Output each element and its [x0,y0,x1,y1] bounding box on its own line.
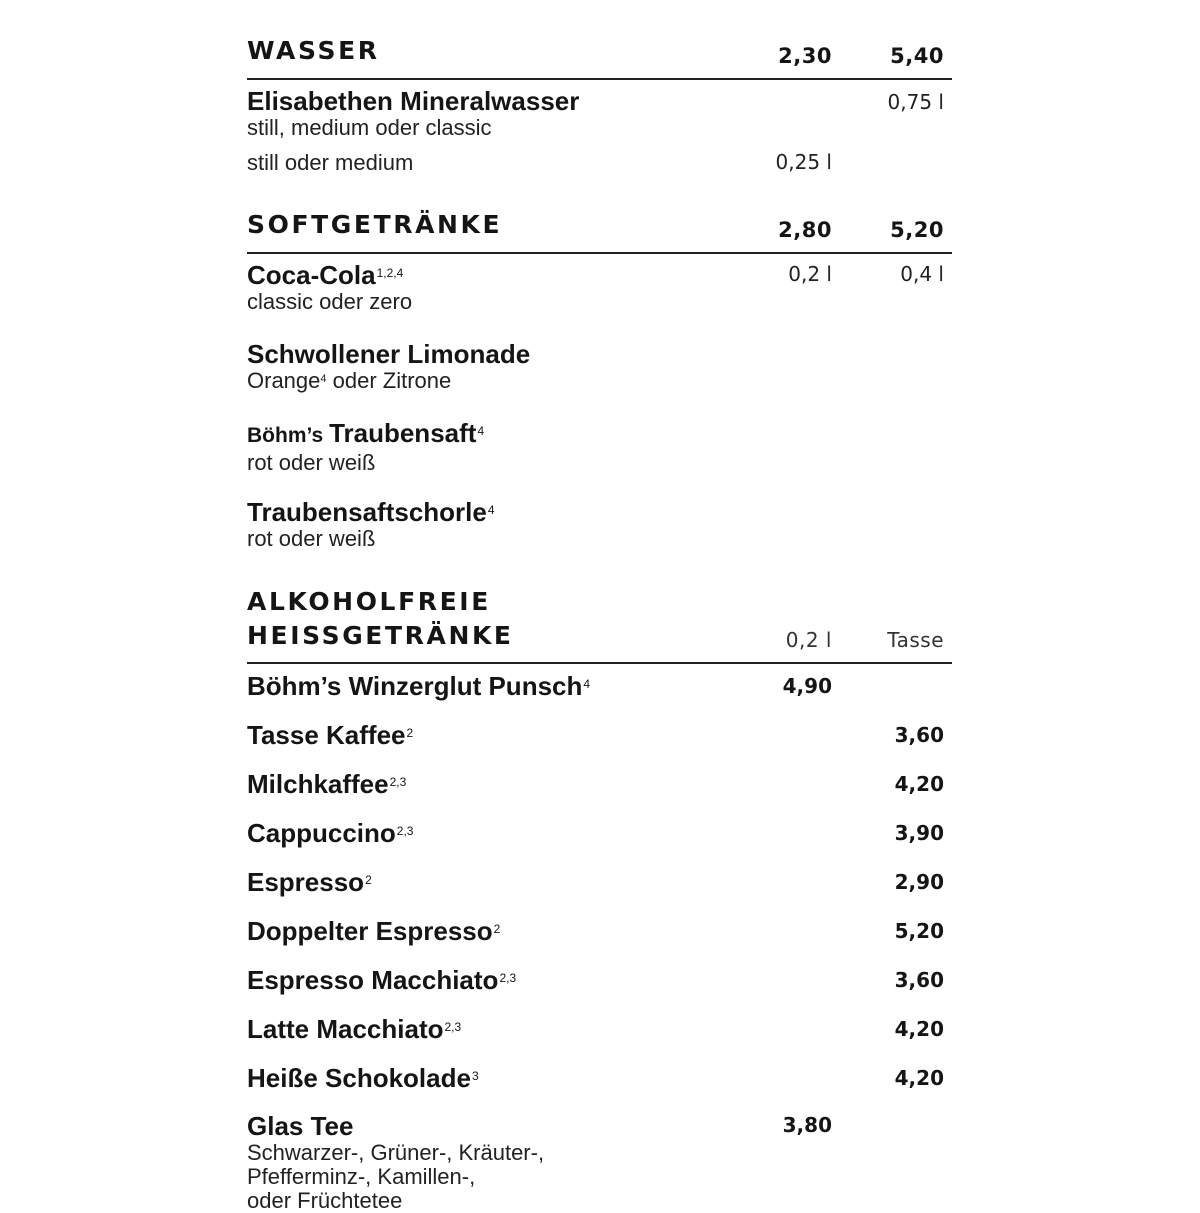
item-name [247,867,952,897]
menu-item-cappuccino [247,818,952,848]
price-b: 4,20 [894,772,944,796]
additive-marker: 2 [406,726,414,740]
item-name-text: Espresso [247,867,365,897]
item-name-text: Coca-Cola [247,260,376,290]
desc-text: oder Zitrone [326,368,452,393]
menu-item-milchkaffee [247,769,952,799]
additive-marker: 2 [493,922,501,936]
item-description: still, medium oder classic [247,115,492,140]
menu-item-latte-macchiato [247,1014,952,1044]
item-name-text: Espresso Macchiato [247,965,499,995]
section-title: SOFTGETRÄNKE [247,210,503,239]
item-name [247,418,952,451]
item-name [247,769,952,799]
price-b: 3,60 [894,968,944,992]
menu-item-heisse-schokolade [247,1063,952,1093]
item-name: Elisabethen Mineralwasser [247,86,580,116]
item-name [247,1063,952,1093]
additive-marker: 2,3 [396,824,414,838]
desc-text: Orange [247,368,321,393]
item-name: Schwollener Limonade [247,339,531,369]
additive-marker: 2,3 [499,971,517,985]
item-brand: Böhm’s [247,424,330,447]
price-b: 4,20 [894,1017,944,1041]
menu-item-punsch [247,671,952,701]
item-description-line2: Pfefferminz-, Kamillen-, [247,1164,476,1189]
item-description: still oder medium [247,150,414,175]
additive-marker: 2,3 [444,1020,462,1034]
item-description: rot oder weiß [247,526,376,551]
additive-marker: 2,3 [389,775,407,789]
section-title-line1: ALKOHOLFREIE [247,587,491,616]
section-title: WASSER [247,36,380,65]
section-header-wasser [247,34,952,80]
menu-item-mineralwasser [247,86,952,140]
price-b: 2,90 [894,870,944,894]
menu-item-tasse-kaffee [247,720,952,750]
item-description-line1: Schwarzer-, Grüner-, Kräuter-, [247,1140,545,1165]
price-col-b: 5,20 [890,218,944,242]
size-label-b: 0,4 l [900,262,944,286]
size-col-a: 0,2 l [785,628,832,652]
menu-item-coca-cola [247,260,952,314]
additive-marker: 4 [583,677,591,691]
price-b: 3,90 [894,821,944,845]
item-name-text: Doppelter Espresso [247,916,493,946]
item-name [247,818,952,848]
item-description: classic oder zero [247,289,413,314]
section-header-heissgetraenke [247,585,952,664]
additive-marker: 2 [365,873,372,887]
item-name-text: Latte Macchiato [247,1014,444,1044]
item-name [247,671,952,701]
menu-item-traubensaft [247,418,952,475]
menu-item-doppelter-espresso [247,916,952,946]
item-name-text: Heiße Schokolade [247,1063,471,1093]
additive-marker: 4 [487,503,495,517]
item-description-line3: oder Früchtetee [247,1188,403,1213]
item-name [247,720,952,750]
section-title-line2: HEISSGETRÄNKE [247,621,514,650]
price-b: 5,20 [894,919,944,943]
item-name [247,916,952,946]
item-name-text: Tasse Kaffee [247,720,406,750]
section-header-softgetraenke [247,208,952,254]
size-label: 0,25 l [775,150,832,174]
price-col-a: 2,30 [778,44,832,68]
menu-item-glas-tee [247,1111,952,1213]
menu-item-mineralwasser-small [247,150,952,176]
item-description [247,369,952,393]
item-name-text: Milchkaffee [247,769,389,799]
price-a: 4,90 [782,674,832,698]
item-name-text: Traubensaft [329,418,477,448]
item-name-text: Traubensaftschorle [247,497,487,527]
price-col-b: 5,40 [890,44,944,68]
menu-item-limonade [247,339,952,393]
item-name [247,965,952,995]
additive-marker: 1,2,4 [376,266,404,280]
menu-item-espresso [247,867,952,897]
price-a: 3,80 [782,1113,832,1137]
price-b: 3,60 [894,723,944,747]
menu-item-traubensaftschorle [247,497,952,551]
additive-marker: 4 [320,373,327,385]
item-name: Glas Tee [247,1111,354,1141]
additive-marker: 3 [471,1069,479,1083]
item-description: rot oder weiß [247,450,376,475]
additive-marker: 4 [477,424,485,438]
item-name [247,1014,952,1044]
price-col-a: 2,80 [778,218,832,242]
item-name [247,260,952,290]
item-name-text: Cappuccino [247,818,396,848]
menu-item-espresso-macchiato [247,965,952,995]
item-name [247,497,952,527]
price-b: 4,20 [894,1066,944,1090]
size-label-a: 0,2 l [788,262,832,286]
size-col-b: Tasse [887,628,944,652]
item-name-text: Böhm’s Winzerglut Punsch [247,671,583,701]
size-label: 0,75 l [887,90,944,114]
